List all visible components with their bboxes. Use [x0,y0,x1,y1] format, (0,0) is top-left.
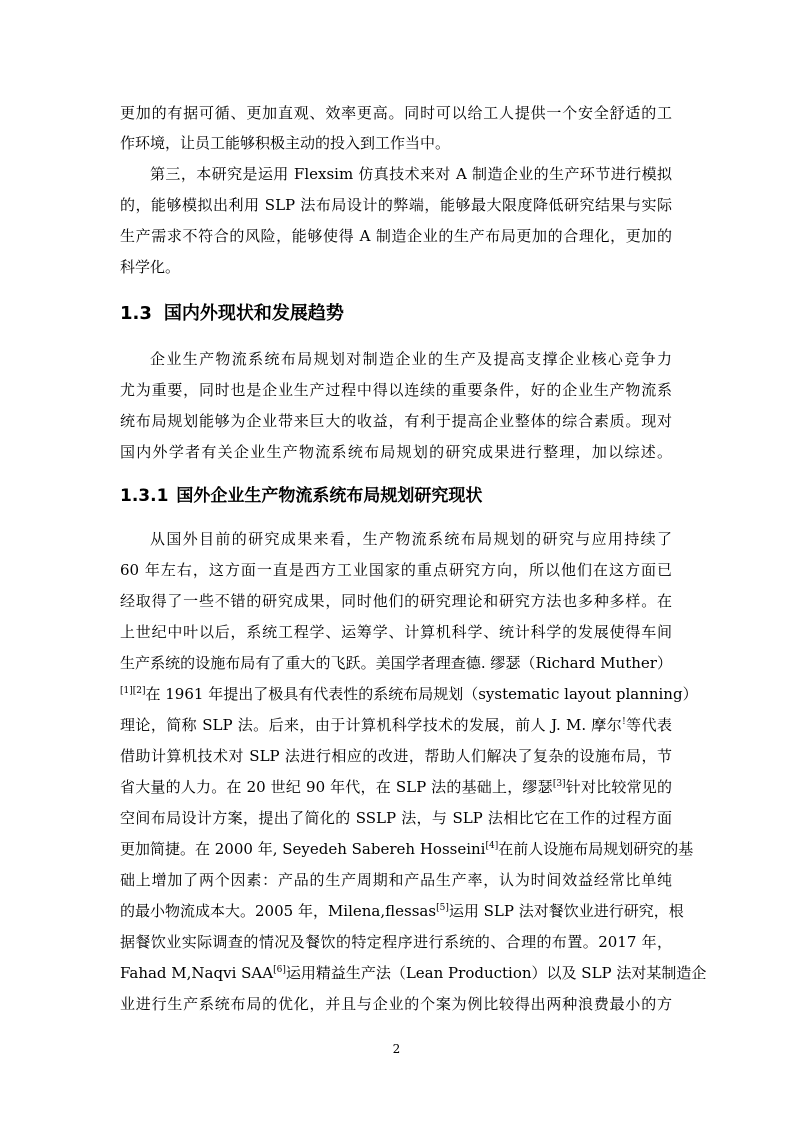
paragraph-line: 企业生产物流系统布局规划对制造企业的生产及提高支撑企业核心竞争力 [150,350,672,368]
paragraph-line: 生产系统的设施布局有了重大的飞跃。美国学者理查德. 缪瑟（Richard Muther） [120,654,672,672]
paragraph-line [120,684,698,704]
line-text: 运用 SLP 法对餐饮业进行研究，根 [448,902,684,920]
paragraph-line: 空间布局设计方案，提出了简化的 SSLP 法，与 SLP 法相比它在工作的过程方面 [120,809,672,827]
paragraph-line: 的，能够模拟出利用 SLP 法布局设计的弊端，能够最大限度降低研究结果与实际 [120,196,672,214]
citation-ref[interactable]: [3] [552,779,566,789]
paragraph-line: 从国外目前的研究成果来看，生产物流系统布局规划的研究与应用持续了 [150,530,672,548]
paragraph-line [120,715,672,735]
line-text: 省大量的人力。在 20 世纪 90 年代，在 SLP 法的基础上，缪瑟 [120,778,553,796]
paragraph-line: 经取得了一些不错的研究成果，同时他们的研究理论和研究方法也多种多样。在 [120,592,672,610]
paragraph-line [120,963,707,983]
citation-ref[interactable]: [2] [132,686,146,696]
paragraph-line: 作环境，让员工能够积极主动的投入到工作当中。 [120,134,451,152]
line-text: Fahad M,Naqvi SAA [120,964,274,982]
line-text: 在前人设施布局规划研究的基 [498,840,694,858]
paragraph-line: 上世纪中叶以后，系统工程学、运筹学、计算机科学、统计科学的发展使得车间 [120,623,672,641]
subsection-title: 国外企业生产物流系统布局规划研究现状 [176,486,483,506]
paragraph-line [120,901,684,921]
citation-ref[interactable]: [4] [485,841,499,851]
subsection-number: 1.3.1 [120,486,169,506]
line-text: 运用精益生产法（Lean Production）以及 SLP 法对某制造企 [285,964,707,982]
paragraph-line: 尤为重要，同时也是企业生产过程中得以连续的重要条件，好的企业生产物流系 [120,381,672,399]
line-text: 针对比较常见的 [565,778,672,796]
paragraph-line: 础上增加了两个因素：产品的生产周期和产品生产率，认为时间效益经常比单纯 [120,871,672,889]
section-title: 国内外现状和发展趋势 [163,303,344,324]
subsection-heading [120,485,482,507]
line-text: 更加简捷。在 2000 年, Seyedeh Sabereh Hosseini [120,840,486,858]
paragraph-line: 生产需求不符合的风险，能够使得 A 制造企业的生产布局更加的合理化，更加的 [120,227,672,245]
paragraph-line: 业进行生产系统布局的优化，并且与企业的个案为例比较得出两种浪费最小的方 [120,995,672,1013]
citation-ref[interactable]: ! [622,717,626,727]
paragraph-line: 借助计算机技术对 SLP 法进行相应的改进，帮助人们解决了复杂的设施布局，节 [120,747,672,765]
paragraph-line: 统布局规划能够为企业带来巨大的收益，有利于提高企业整体的综合素质。现对 [120,412,672,430]
paragraph-line: 据餐饮业实际调查的情况及餐饮的特定程序进行系统的、合理的布置。2017 年， [120,933,672,951]
section-number: 1.3 [120,303,152,324]
line-text: 的最小物流成本大。2005 年，Milena,flessas [120,902,437,920]
citation-ref[interactable]: [5] [436,903,449,913]
section-heading [120,302,344,326]
line-text: 等代表 [625,716,672,734]
paragraph-line: 更加的有据可循、更加直观、效率更高。同时可以给工人提供一个安全舒适的工 [120,104,672,122]
page-number: 2 [392,1042,401,1056]
citation-ref[interactable]: [1] [120,686,133,696]
paragraph-line: 第三，本研究是运用 Flexsim 仿真技术来对 A 制造企业的生产环节进行模拟 [150,165,672,183]
paragraph-line: 60 年左右，这方面一直是西方工业国家的重点研究方向，所以他们在这方面已 [120,561,672,579]
paragraph-line: 科学化。 [120,258,181,276]
paragraph-line [120,839,694,859]
citation-ref[interactable]: [6] [273,965,286,975]
line-text: 理论，简称 SLP 法。后来，由于计算机科学技术的发展，前人 J. M. 摩尔 [120,716,623,734]
line-text: 在 1961 年提出了极具有代表性的系统布局规划（systematic layout planning） [145,685,698,703]
paragraph-line: 国内外学者有关企业生产物流系统布局规划的研究成果进行整理，加以综述。 [120,443,672,461]
paragraph-line [120,777,672,797]
